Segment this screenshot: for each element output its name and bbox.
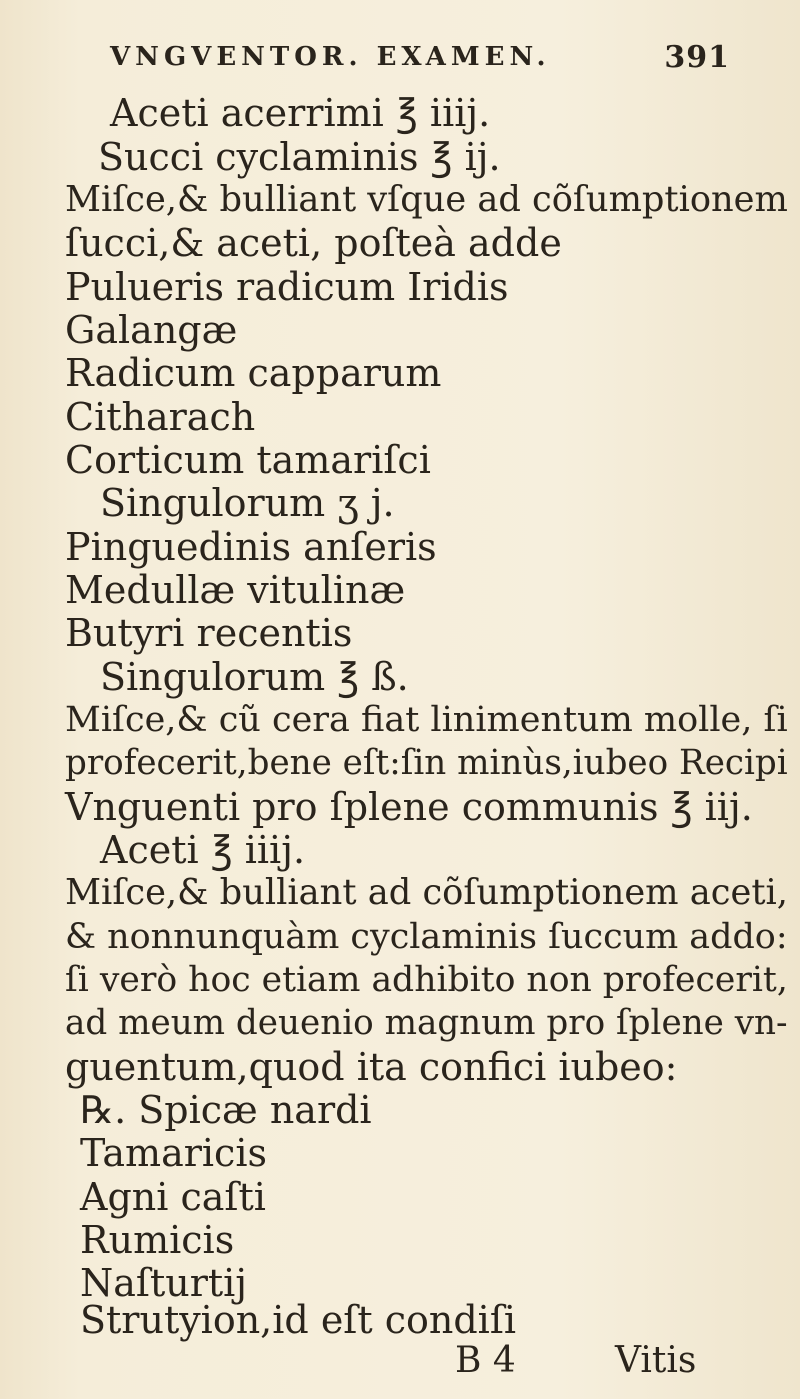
running-head: VNGVENTOR. EXAMEN. [110, 42, 551, 72]
text-line: ℞. Spicæ nardi [80, 1088, 372, 1132]
text-line: Galangæ [65, 308, 238, 352]
text-line: Naſturtij [80, 1261, 248, 1305]
catchword: Vitis [615, 1340, 697, 1381]
text-line: Corticum tamariſci [65, 438, 431, 482]
text-line: Miſce,& cũ cera fiat linimentum molle, ſi [65, 700, 788, 740]
text-line: Agni caſti [80, 1175, 266, 1219]
text-line: Strutyion,id eſt condiſi [80, 1298, 517, 1342]
text-line: ſucci,& aceti, poſteà adde [65, 221, 562, 265]
text-line: Pinguedinis anſeris [65, 525, 437, 569]
text-line: Succi cyclaminis ℥ ij. [98, 135, 501, 179]
text-line: Tamaricis [80, 1131, 267, 1175]
text-line: ſi verò hoc etiam adhibito non profecerit, [65, 960, 788, 1000]
text-line: Radicum capparum [65, 351, 442, 395]
text-line: Singulorum ʒ j. [100, 481, 395, 525]
text-line: Citharach [65, 395, 256, 439]
text-line: Miſce,& bulliant ad cõſumptionem aceti, [65, 872, 788, 913]
text-line: Butyri recentis [65, 611, 353, 655]
text-line: Pulueris radicum Iridis [65, 265, 509, 309]
running-header [110, 40, 730, 75]
text-line: Miſce,& bulliant vſque ad cõſumptionem [65, 179, 788, 220]
text-line: Aceti acerrimi ℥ iiij. [110, 91, 491, 135]
page-number: 391 [664, 40, 730, 75]
text-line: Medullæ vitulinæ [65, 568, 406, 612]
text-line: & nonnunquàm cyclaminis ſuccum addo: [65, 917, 788, 957]
text-line: Vnguenti pro ſplene communis ℥ iij. [65, 785, 753, 829]
text-line: Aceti ℥ iiij. [100, 828, 306, 872]
text-line: Rumicis [80, 1218, 235, 1262]
text-line: profecerit,bene eſt:ſin minùs,iubeo Recipi [65, 743, 788, 783]
signature-mark: B 4 [455, 1340, 516, 1381]
text-line: Singulorum ℥ ß. [100, 655, 409, 699]
text-line: guentum,quod ita confici iubeo: [65, 1045, 678, 1089]
text-line: ad meum deuenio magnum pro ſplene vn- [65, 1003, 788, 1043]
